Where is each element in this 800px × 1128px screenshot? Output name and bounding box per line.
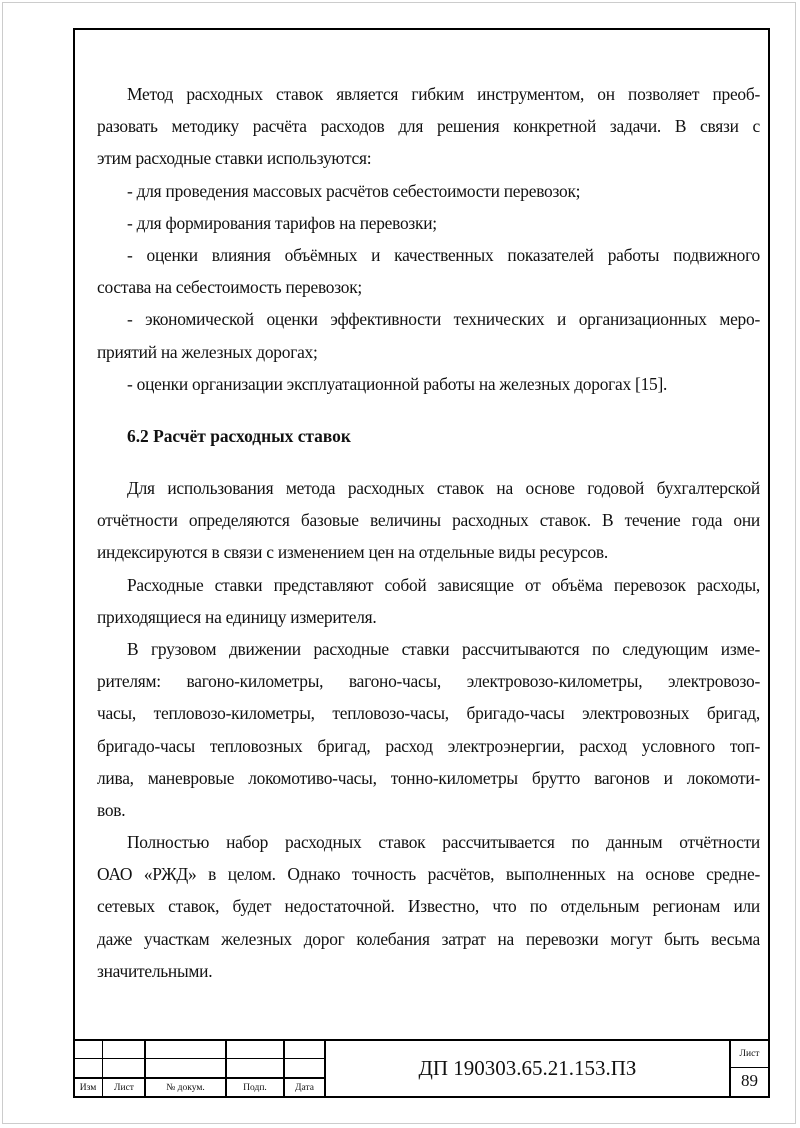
text-line: рителям: вагоно-километры, вагоно-часы, электровозо-километры, электровозо- bbox=[97, 671, 760, 692]
stamp-col-doc: № докум. bbox=[166, 1083, 205, 1093]
body-text-bottom bbox=[97, 472, 760, 987]
text-line: - экономической оценки эффективности технических и организационных меро- bbox=[127, 309, 760, 330]
text-line: приятий на железных дорогах; bbox=[97, 341, 318, 362]
text-line: Полностью набор расходных ставок рассчитывается по данным отчётности bbox=[127, 832, 760, 853]
text-line: даже участкам железных дорог колебания затрат на перевозки могут быть весьма bbox=[97, 928, 760, 949]
text-line: сетевых ставок, будет недостаточной. Известно, что по отдельным регионам или bbox=[97, 896, 760, 917]
text-line: Для использования метода расходных ставок на основе годовой бухгалтерской bbox=[127, 478, 760, 498]
text-line: отчётности определяются базовые величины расходных ставок. В течение года они bbox=[97, 510, 760, 531]
text-line: индексируются в связи с изменением цен на отдельные виды ресурсов. bbox=[97, 542, 608, 563]
body-text-top bbox=[97, 78, 760, 400]
text-line: лива, маневровые локомотиво-часы, тонно-километры брутто вагонов и локомоти- bbox=[97, 767, 760, 788]
text-line: разовать методику расчёта расходов для решения конкретной задачи. В связи с bbox=[97, 116, 760, 137]
text-line: приходящиеся на единицу измерителя. bbox=[97, 606, 377, 627]
text-line: этим расходные ставки используются: bbox=[97, 148, 372, 169]
text-line: состава на себестоимость перевозок; bbox=[97, 277, 362, 298]
text-line: - для проведения массовых расчётов себестоимости перевозок; bbox=[127, 180, 581, 201]
stamp-col-izm: Изм bbox=[79, 1083, 97, 1093]
text-line: вов. bbox=[97, 799, 126, 820]
text-line: - для формирования тарифов на перевозки; bbox=[127, 212, 437, 233]
stamp-col-date: Дата bbox=[295, 1083, 314, 1093]
document-code: ДП 190303.65.21.153.ПЗ bbox=[418, 1056, 637, 1080]
text-line: Метод расходных ставок является гибким инструментом, он позволяет преоб- bbox=[127, 84, 760, 104]
stamp-col-list: Лист bbox=[114, 1083, 134, 1093]
text-line: значительными. bbox=[97, 960, 213, 981]
stamp-col-sign: Подп. bbox=[243, 1083, 267, 1093]
text-line: - оценки влияния объёмных и качественных показателей работы подвижного bbox=[127, 244, 760, 265]
text-line: - оценки организации эксплуатационной работы на железных дорогах [15]. bbox=[127, 373, 668, 394]
sheet-number: 89 bbox=[741, 1071, 758, 1090]
sheet-label: Лист bbox=[739, 1049, 760, 1059]
text-line: ОАО «РЖД» в целом. Однако точность расчётов, выполненных на основе средне- bbox=[97, 864, 760, 885]
text-line: Расходные ставки представляют собой зависящие от объёма перевозок расходы, bbox=[127, 574, 760, 595]
text-line: бригадо-часы тепловозных бригад, расход электроэнергии, расход условного топ- bbox=[97, 735, 760, 756]
text-line: В грузовом движении расходные ставки рассчитываются по следующим изме- bbox=[127, 638, 760, 659]
section-heading: 6.2 Расчёт расходных ставок bbox=[127, 426, 351, 446]
text-line: часы, тепловозо-километры, тепловозо-часы, бригадо-часы электровозных бригад, bbox=[97, 703, 760, 724]
